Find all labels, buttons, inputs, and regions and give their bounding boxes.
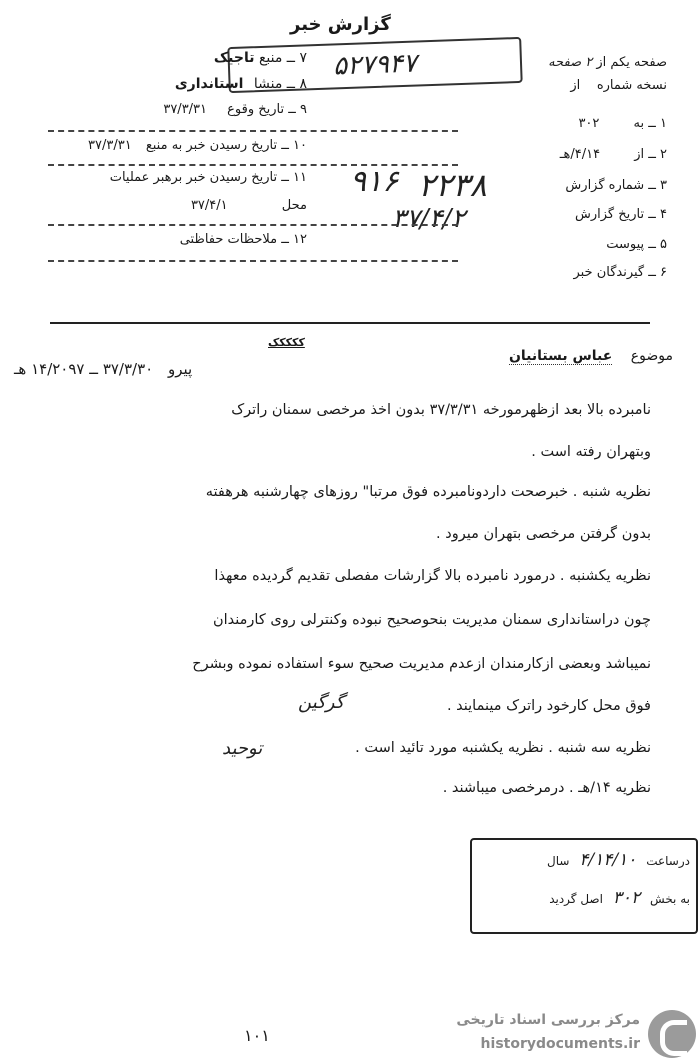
field-1 (578, 116, 667, 131)
body-line: نظریه سه شنبه . نظریه یکشنبه مورد تائید است . (355, 740, 651, 756)
field-10-label: ۱۰ ــ تاریخ رسیدن خبر به منبع (145, 138, 307, 153)
receipt-line-2 (549, 888, 690, 908)
page-value: ۲ صفحه (548, 55, 593, 70)
field-11-value: ۳۷/۴/۱ (190, 198, 228, 213)
receipt-line-1 (547, 850, 690, 870)
field-7 (214, 50, 307, 66)
dash-10 (48, 164, 458, 166)
header-divider (50, 322, 650, 324)
dash-9 (48, 130, 458, 132)
body-line: نمیباشد وبعضی ازکارمندان ازعدم مدیریت صحیح سوء استفاده نموده وبشرح (192, 656, 651, 672)
field-4-label: ۴ ــ تاریخ گزارش (575, 207, 667, 222)
field-6-label: ۶ ــ گیرندگان خبر (573, 265, 667, 280)
field-8-value: استانداری (174, 76, 244, 92)
archive-logo-icon (648, 1010, 696, 1058)
field-9-label: ۹ ــ تاریخ وقوع (227, 102, 307, 117)
handwritten-report-suffix-2: ۹۱۶ (350, 164, 399, 199)
pirow-label: پیرو (167, 360, 193, 378)
field-8 (175, 76, 307, 92)
body-line: نظریه یکشنبه . درمورد نامبرده بالا گزارشات مفصلی تقدیم گردیده معهذا (214, 568, 651, 584)
receipt-stamp (470, 838, 698, 934)
body-line: نظریه ۱۴/هـ . درمرخصی میباشند . (442, 780, 651, 796)
field-2-value: ۴/۱۴/هـ (559, 147, 601, 162)
field-11-label: ۱۱ ــ تاریخ رسیدن خبر برهبر عملیات (109, 170, 307, 185)
page-label: صفحه یکم از (596, 55, 667, 70)
receipt-time-value: ۴/۱۴/۱۰ (579, 850, 637, 870)
field-2-label: ۲ ــ از (634, 147, 667, 162)
watermark-site: historydocuments.ir (480, 1036, 640, 1052)
copy-of: از (570, 78, 581, 93)
field-11 (191, 198, 307, 213)
field-7-value: تاجیک (213, 50, 255, 66)
top-stamp: ۵۲۷۹۴۷ (227, 37, 522, 93)
field-1-label: ۱ ــ به (633, 116, 667, 131)
field-1-value: ۳۰۲ (578, 116, 600, 131)
receipt-dept-value: ۳۰۲ (612, 888, 641, 908)
pirow-line (14, 360, 192, 378)
body-line: چون دراستانداری سمنان مدیریت بنحوصحیح نبوده وکنترلی روی کارمندان (213, 612, 651, 628)
field-10-value: ۳۷/۳/۳۱ (88, 138, 132, 153)
pirow-mark: ککککک (268, 336, 305, 349)
field-10 (88, 138, 307, 153)
signature-gorgin: گرگین (298, 692, 345, 713)
field-2 (560, 147, 667, 162)
body-line: فوق محل کارخود راترک مینمایند . (446, 698, 651, 714)
subject-value: عباس بستانیان (508, 348, 613, 364)
field-5-label: ۵ ــ پیوست (606, 237, 667, 252)
field-7-label: ۷ ــ منبع (258, 50, 307, 66)
pirow-value: ۳۷/۳/۳۰ ــ ۱۴/۲۰۹۷ هـ (14, 360, 154, 378)
body-line: بدون گرفتن مرخصی بتهران میرود . (436, 526, 651, 542)
handwritten-report-date: ۳۷/۴/۲ (392, 204, 466, 234)
handwritten-report-no: ۲۲۳۸ (418, 166, 487, 204)
receipt-dept-label: به بخش (650, 892, 690, 906)
receipt-status: اصل گردید (549, 892, 603, 906)
copy-line (570, 78, 667, 93)
field-3-label: ۳ ــ شماره گزارش (565, 178, 667, 193)
receipt-time-label: درساعت (646, 854, 690, 868)
subject-line (509, 348, 673, 364)
place-label: محل (281, 198, 307, 213)
signature-tohid: توحید (222, 738, 263, 759)
page-number: ۱۰۱ (244, 1026, 270, 1045)
watermark-name: مرکز بررسی اسناد تاریخی (456, 1012, 640, 1028)
field-9-value: ۳۷/۳/۳۱ (163, 102, 208, 117)
receipt-year-label: سال (547, 854, 570, 868)
body-line: وبتهران رفته است . (531, 444, 651, 460)
field-8-label: ۸ ــ منشا (253, 76, 307, 92)
subject-label: موضوع (630, 348, 673, 364)
body-line: نامبرده بالا بعد ازظهرمورخه ۳۷/۳/۳۱ بدون اخذ مرخصی سمنان راترک (231, 402, 651, 418)
copy-label: نسخه شماره (596, 78, 667, 93)
body-line: نظریه شنبه . خبرصحت داردونامبرده فوق مرتبا" روزهای چهارشنبه هرهفته (205, 484, 651, 500)
report-title: گزارش خبر (290, 14, 391, 35)
dash-12 (48, 260, 458, 262)
page-line (548, 55, 667, 70)
field-9 (163, 102, 307, 117)
field-12-label: ۱۲ ــ ملاحظات حفاظتی (179, 232, 307, 247)
watermark (432, 1010, 696, 1058)
dash-11 (48, 224, 458, 226)
